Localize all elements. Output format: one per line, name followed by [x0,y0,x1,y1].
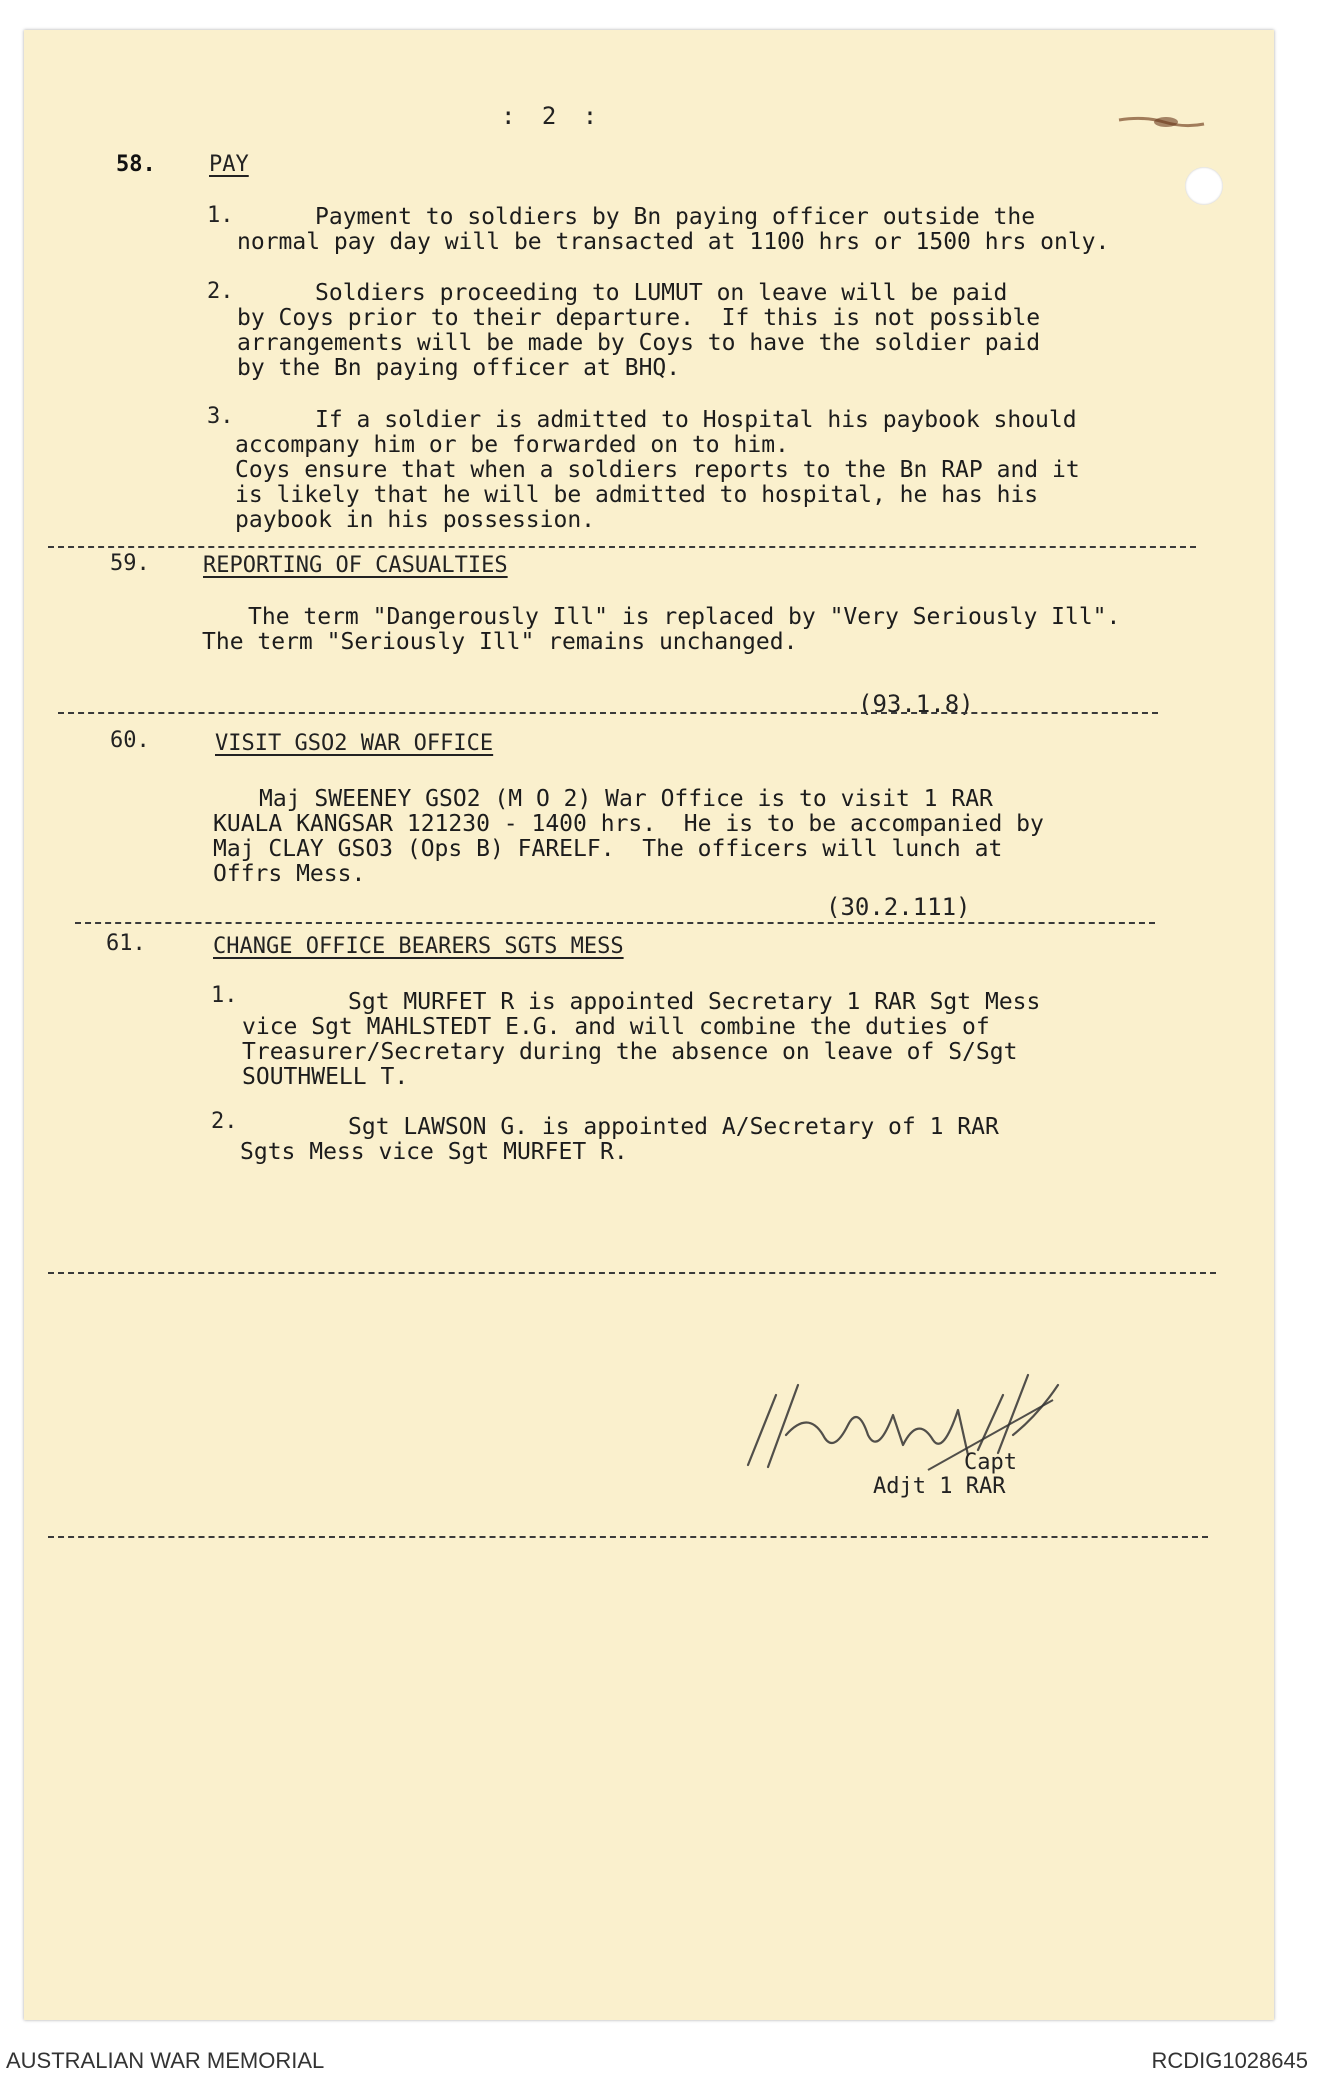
section-divider [58,712,1158,714]
signature-appointment: Adjt 1 RAR [873,1474,1006,1499]
para-line: If a soldier is admitted to Hospital his paybook should [315,407,1077,433]
archive-label: AUSTRALIAN WAR MEMORIAL [6,2048,325,2073]
para-line: Sgt MURFET R is appointed Secretary 1 RAR Sgt Mess [348,989,1041,1015]
punch-hole [1185,167,1223,205]
section-heading-pay: PAY [209,152,249,177]
para-line: Soldiers proceeding to LUMUT on leave will be paid [315,280,1008,306]
para-number: 1. [211,983,238,1008]
para-number: 2. [211,1109,238,1134]
para-line: Sgts Mess vice Sgt MURFET R. [240,1139,628,1165]
para-line: Sgt LAWSON G. is appointed A/Secretary of 1 RAR [348,1114,999,1140]
para-number: 2. [207,279,234,304]
para-number: 1. [207,203,234,228]
para-line: by Coys prior to their departure. If this is not possible [237,305,1041,331]
section-number-61: 61. [106,931,146,956]
section-number-59: 59. [110,551,150,576]
signature-block [728,1355,1068,1485]
section-heading-casualties: REPORTING OF CASUALTIES [203,553,508,578]
page-number: : 2 : [501,102,604,130]
ink-smudge [1114,102,1209,140]
para-line: paybook in his possession. [235,507,596,533]
para-line: Maj SWEENEY GSO2 (M O 2) War Office is to visit 1 RAR [259,786,993,812]
section-divider [75,922,1155,924]
para-line: accompany him or be forwarded on to him. [235,432,789,458]
para-line: Treasurer/Secretary during the absence on leave of S/Sgt [242,1039,1018,1065]
para-line: KUALA KANGSAR 121230 - 1400 hrs. He is to be accompanied by [213,811,1044,837]
para-line: arrangements will be made by Coys to have the soldier paid [237,330,1041,356]
para-line: Coys ensure that when a soldiers reports to the Bn RAP and it [235,457,1080,483]
para-line: SOUTHWELL T. [242,1064,409,1090]
section-heading-sgts-mess: CHANGE OFFICE BEARERS SGTS MESS [213,934,624,959]
para-line: is likely that he will be admitted to hospital, he has his [235,482,1039,508]
section-heading-visit: VISIT GSO2 WAR OFFICE [215,731,494,756]
para-line: normal pay day will be transacted at 1100 hrs or 1500 hrs only. [237,229,1110,255]
handwritten-signature [728,1355,1068,1485]
para-line: Payment to soldiers by Bn paying officer outside the [315,204,1036,230]
reference-number: (93.1.8) [858,690,974,718]
section-divider [48,546,1196,548]
para-line: vice Sgt MAHLSTEDT E.G. and will combine the duties of [242,1014,990,1040]
section-divider [48,1272,1216,1274]
signature-rank: Capt [964,1450,1017,1475]
para-line: Maj CLAY GSO3 (Ops B) FARELF. The officers will lunch at [213,836,1003,862]
archive-id: RCDIG1028645 [1151,2048,1308,2073]
para-line: The term "Dangerously Ill" is replaced by "Very Seriously Ill". [248,604,1121,630]
section-divider [48,1536,1208,1538]
section-number-58: 58. [116,152,156,177]
para-line: by the Bn paying officer at BHQ. [237,355,681,381]
section-number-60: 60. [110,728,150,753]
para-line: The term "Seriously Ill" remains unchanged. [202,629,798,655]
para-number: 3. [207,404,234,429]
para-line: Offrs Mess. [213,861,366,887]
reference-number: (30.2.111) [826,893,971,921]
